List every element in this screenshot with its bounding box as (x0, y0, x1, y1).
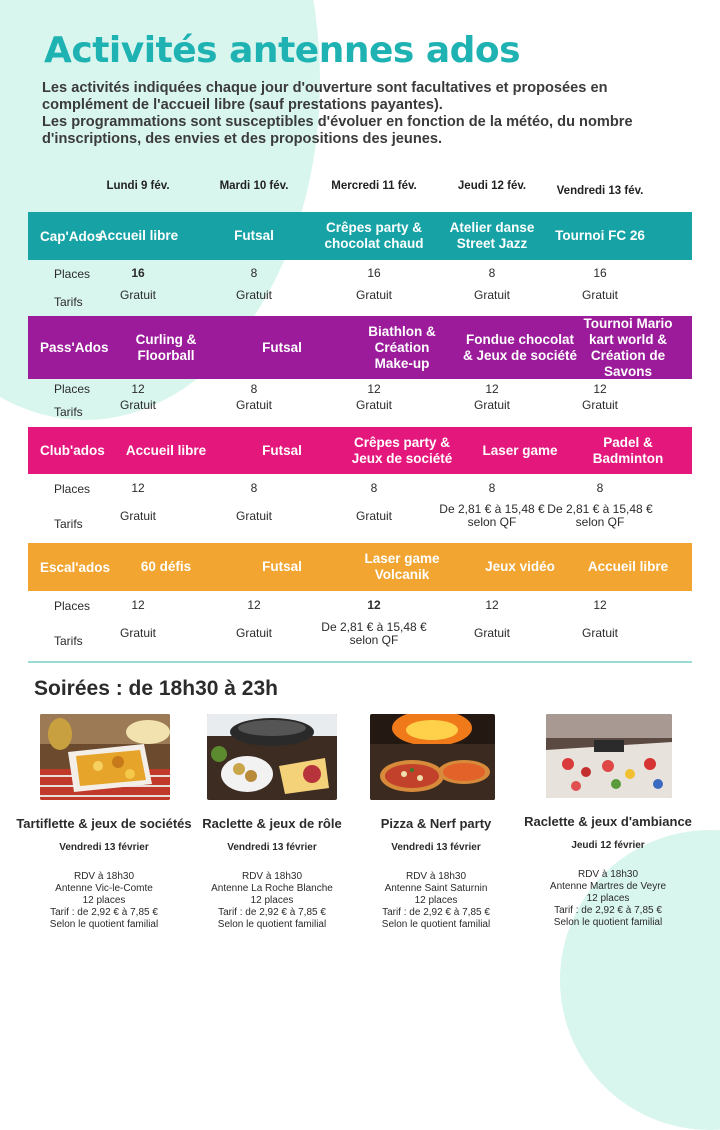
tartiflette-photo (40, 714, 170, 800)
event-title: Raclette & jeux d'ambiance (524, 814, 692, 829)
places-value: 8 (596, 481, 604, 495)
tarif-value: Gratuit (235, 288, 272, 302)
group-name: Cap'Ados (40, 228, 103, 244)
day-header-friday: Vendredi 13 fév. (556, 185, 644, 197)
tarif-value: Gratuit (473, 626, 510, 640)
places-value: 8 (250, 481, 258, 495)
event-title: Tartiflette & jeux de sociétés (16, 816, 192, 831)
activity-cell: Biathlon & Création Make-up (368, 323, 436, 371)
event-card (14, 815, 194, 931)
activity-cell: Accueil libre (125, 442, 207, 458)
activity-cell: Futsal (234, 228, 274, 243)
event-title: Raclette & jeux de rôle (202, 816, 342, 831)
tarif-value: Gratuit (235, 398, 272, 412)
raclette-photo (207, 714, 337, 800)
event-rdv: RDV à 18h30 (241, 871, 303, 882)
raclette-party-photo (546, 714, 672, 798)
event-places: 12 places (82, 895, 126, 906)
event-antenne: Antenne La Roche Blanche (211, 883, 333, 894)
places-value: 12 (485, 598, 499, 612)
activity-cell: Jeux vidéo (485, 559, 555, 574)
activity-cell: Accueil libre (97, 228, 179, 243)
tarif-value: Gratuit (473, 398, 510, 412)
activity-cell: Futsal (262, 442, 302, 458)
tarif-value: Gratuit (119, 509, 156, 523)
event-antenne: Antenne Saint Saturnin (384, 883, 488, 894)
event-rdv: RDV à 18h30 (577, 869, 639, 880)
group-name: Club'ados (40, 443, 105, 458)
places-value: 12 (593, 598, 607, 612)
tarif-value: Gratuit (119, 398, 156, 412)
activity-cell: Fondue chocolat & Jeux de société (462, 331, 578, 363)
activity-cell: Laser game Volcanik (364, 551, 440, 582)
tarif-value: De 2,81 € à 15,48 € selon QF (547, 502, 653, 529)
tarif-value: Gratuit (235, 626, 272, 640)
activity-cell: Atelier danse Street Jazz (449, 220, 535, 251)
event-date: Vendredi 13 février (59, 842, 149, 853)
event-tarif: Tarif : de 2,92 € à 7,85 € (218, 907, 326, 918)
tarif-value: De 2,81 € à 15,48 € selon QF (321, 620, 427, 647)
activity-cell: 60 défis (140, 559, 192, 574)
places-value: 8 (250, 266, 258, 280)
places-value: 8 (370, 481, 378, 495)
event-qf: Selon le quotient familial (553, 917, 663, 928)
tarifs-label: Tarifs (54, 405, 83, 419)
event-card (518, 813, 698, 929)
event-tarif: Tarif : de 2,92 € à 7,85 € (50, 907, 158, 918)
event-date: Vendredi 13 février (391, 842, 481, 853)
places-value: 12 (367, 382, 381, 396)
places-label: Places (54, 482, 91, 496)
tarif-value: Gratuit (355, 288, 392, 302)
activity-cell: Crêpes party & Jeux de société (351, 434, 453, 466)
event-antenne: Antenne Martres de Veyre (549, 881, 667, 892)
event-info (346, 871, 526, 931)
event-card (346, 815, 526, 931)
day-header-thursday: Jeudi 12 fév. (457, 180, 527, 192)
tarif-value: Gratuit (581, 398, 618, 412)
places-value: 12 (131, 598, 145, 612)
event-info (182, 871, 362, 931)
activity-cell: Tournoi FC 26 (555, 228, 645, 243)
places-value: 16 (131, 266, 145, 280)
places-value: 12 (131, 481, 145, 495)
group-band-capados (28, 212, 692, 260)
group-name: Pass'Ados (40, 340, 109, 355)
event-qf: Selon le quotient familial (381, 919, 491, 930)
tarifs-label: Tarifs (54, 517, 83, 531)
tarif-value: Gratuit (581, 626, 618, 640)
tarif-value: Gratuit (355, 509, 392, 523)
event-tarif: Tarif : de 2,92 € à 7,85 € (554, 905, 662, 916)
event-rdv: RDV à 18h30 (405, 871, 467, 882)
pizza-photo (370, 714, 495, 800)
event-tarif: Tarif : de 2,92 € à 7,85 € (382, 907, 490, 918)
intro-paragraph-2: Les programmations sont susceptibles d'évoluer en fonction de la météo, du nombre d'inscriptions, des envies et des propositions des jeunes. (42, 114, 633, 147)
group-band-clubados (28, 427, 692, 474)
section-divider (28, 661, 692, 663)
tarif-value: Gratuit (119, 626, 156, 640)
intro-text (42, 80, 682, 148)
places-value: 8 (488, 266, 496, 280)
tarif-value: Gratuit (355, 398, 392, 412)
activity-cell: Futsal (262, 559, 302, 574)
places-value: 12 (367, 598, 381, 612)
tarif-value: De 2,81 € à 15,48 € selon QF (439, 502, 545, 529)
activity-cell: Tournoi Mario kart world & Création de Savons (583, 315, 673, 379)
activity-cell: Accueil libre (587, 559, 669, 574)
places-value: 12 (485, 382, 499, 396)
day-header-monday: Lundi 9 fév. (106, 180, 170, 192)
tarif-value: Gratuit (235, 509, 272, 523)
day-header-row (0, 180, 720, 200)
places-label: Places (54, 599, 91, 613)
event-qf: Selon le quotient familial (49, 919, 159, 930)
places-value: 16 (593, 266, 607, 280)
places-value: 12 (593, 382, 607, 396)
event-places: 12 places (586, 893, 630, 904)
group-band-passados (28, 316, 692, 379)
event-date: Vendredi 13 février (227, 842, 317, 853)
places-label: Places (54, 267, 91, 281)
group-name: Escal'ados (40, 559, 110, 575)
intro-paragraph-1: Les activités indiquées chaque jour d'ouverture sont facultatives et proposées en complément de l'accueil libre (sauf prestations payantes). (42, 80, 608, 113)
tarif-value: Gratuit (119, 288, 156, 302)
event-info (518, 869, 698, 929)
soirees-title: Soirées : de 18h30 à 23h (34, 677, 278, 700)
tarif-value: Gratuit (581, 288, 618, 302)
activity-cell: Crêpes party & chocolat chaud (324, 220, 424, 251)
group-band-escalados (28, 543, 692, 591)
event-places: 12 places (250, 895, 294, 906)
event-info (14, 871, 194, 931)
places-label: Places (54, 382, 91, 396)
places-value: 8 (488, 481, 496, 495)
tarifs-label: Tarifs (54, 634, 83, 648)
tarifs-label: Tarifs (54, 295, 83, 309)
places-value: 12 (131, 382, 145, 396)
day-header-wednesday: Mercredi 11 fév. (331, 180, 417, 192)
page-title: Activités antennes ados (44, 30, 521, 71)
event-title: Pizza & Nerf party (380, 816, 492, 831)
activity-cell: Laser game (482, 442, 558, 458)
event-qf: Selon le quotient familial (217, 919, 327, 930)
event-rdv: RDV à 18h30 (73, 871, 135, 882)
tarif-value: Gratuit (473, 288, 510, 302)
activity-cell: Padel & Badminton (592, 434, 664, 466)
event-date: Jeudi 12 février (571, 840, 645, 851)
places-value: 16 (367, 266, 381, 280)
event-card (182, 815, 362, 931)
event-antenne: Antenne Vic-le-Comte (55, 883, 153, 894)
activity-cell: Futsal (262, 339, 302, 355)
places-value: 8 (250, 382, 258, 396)
activity-cell: Curling & Floorball (135, 331, 197, 363)
day-header-tuesday: Mardi 10 fév. (219, 180, 289, 192)
places-value: 12 (247, 598, 261, 612)
event-places: 12 places (414, 895, 458, 906)
